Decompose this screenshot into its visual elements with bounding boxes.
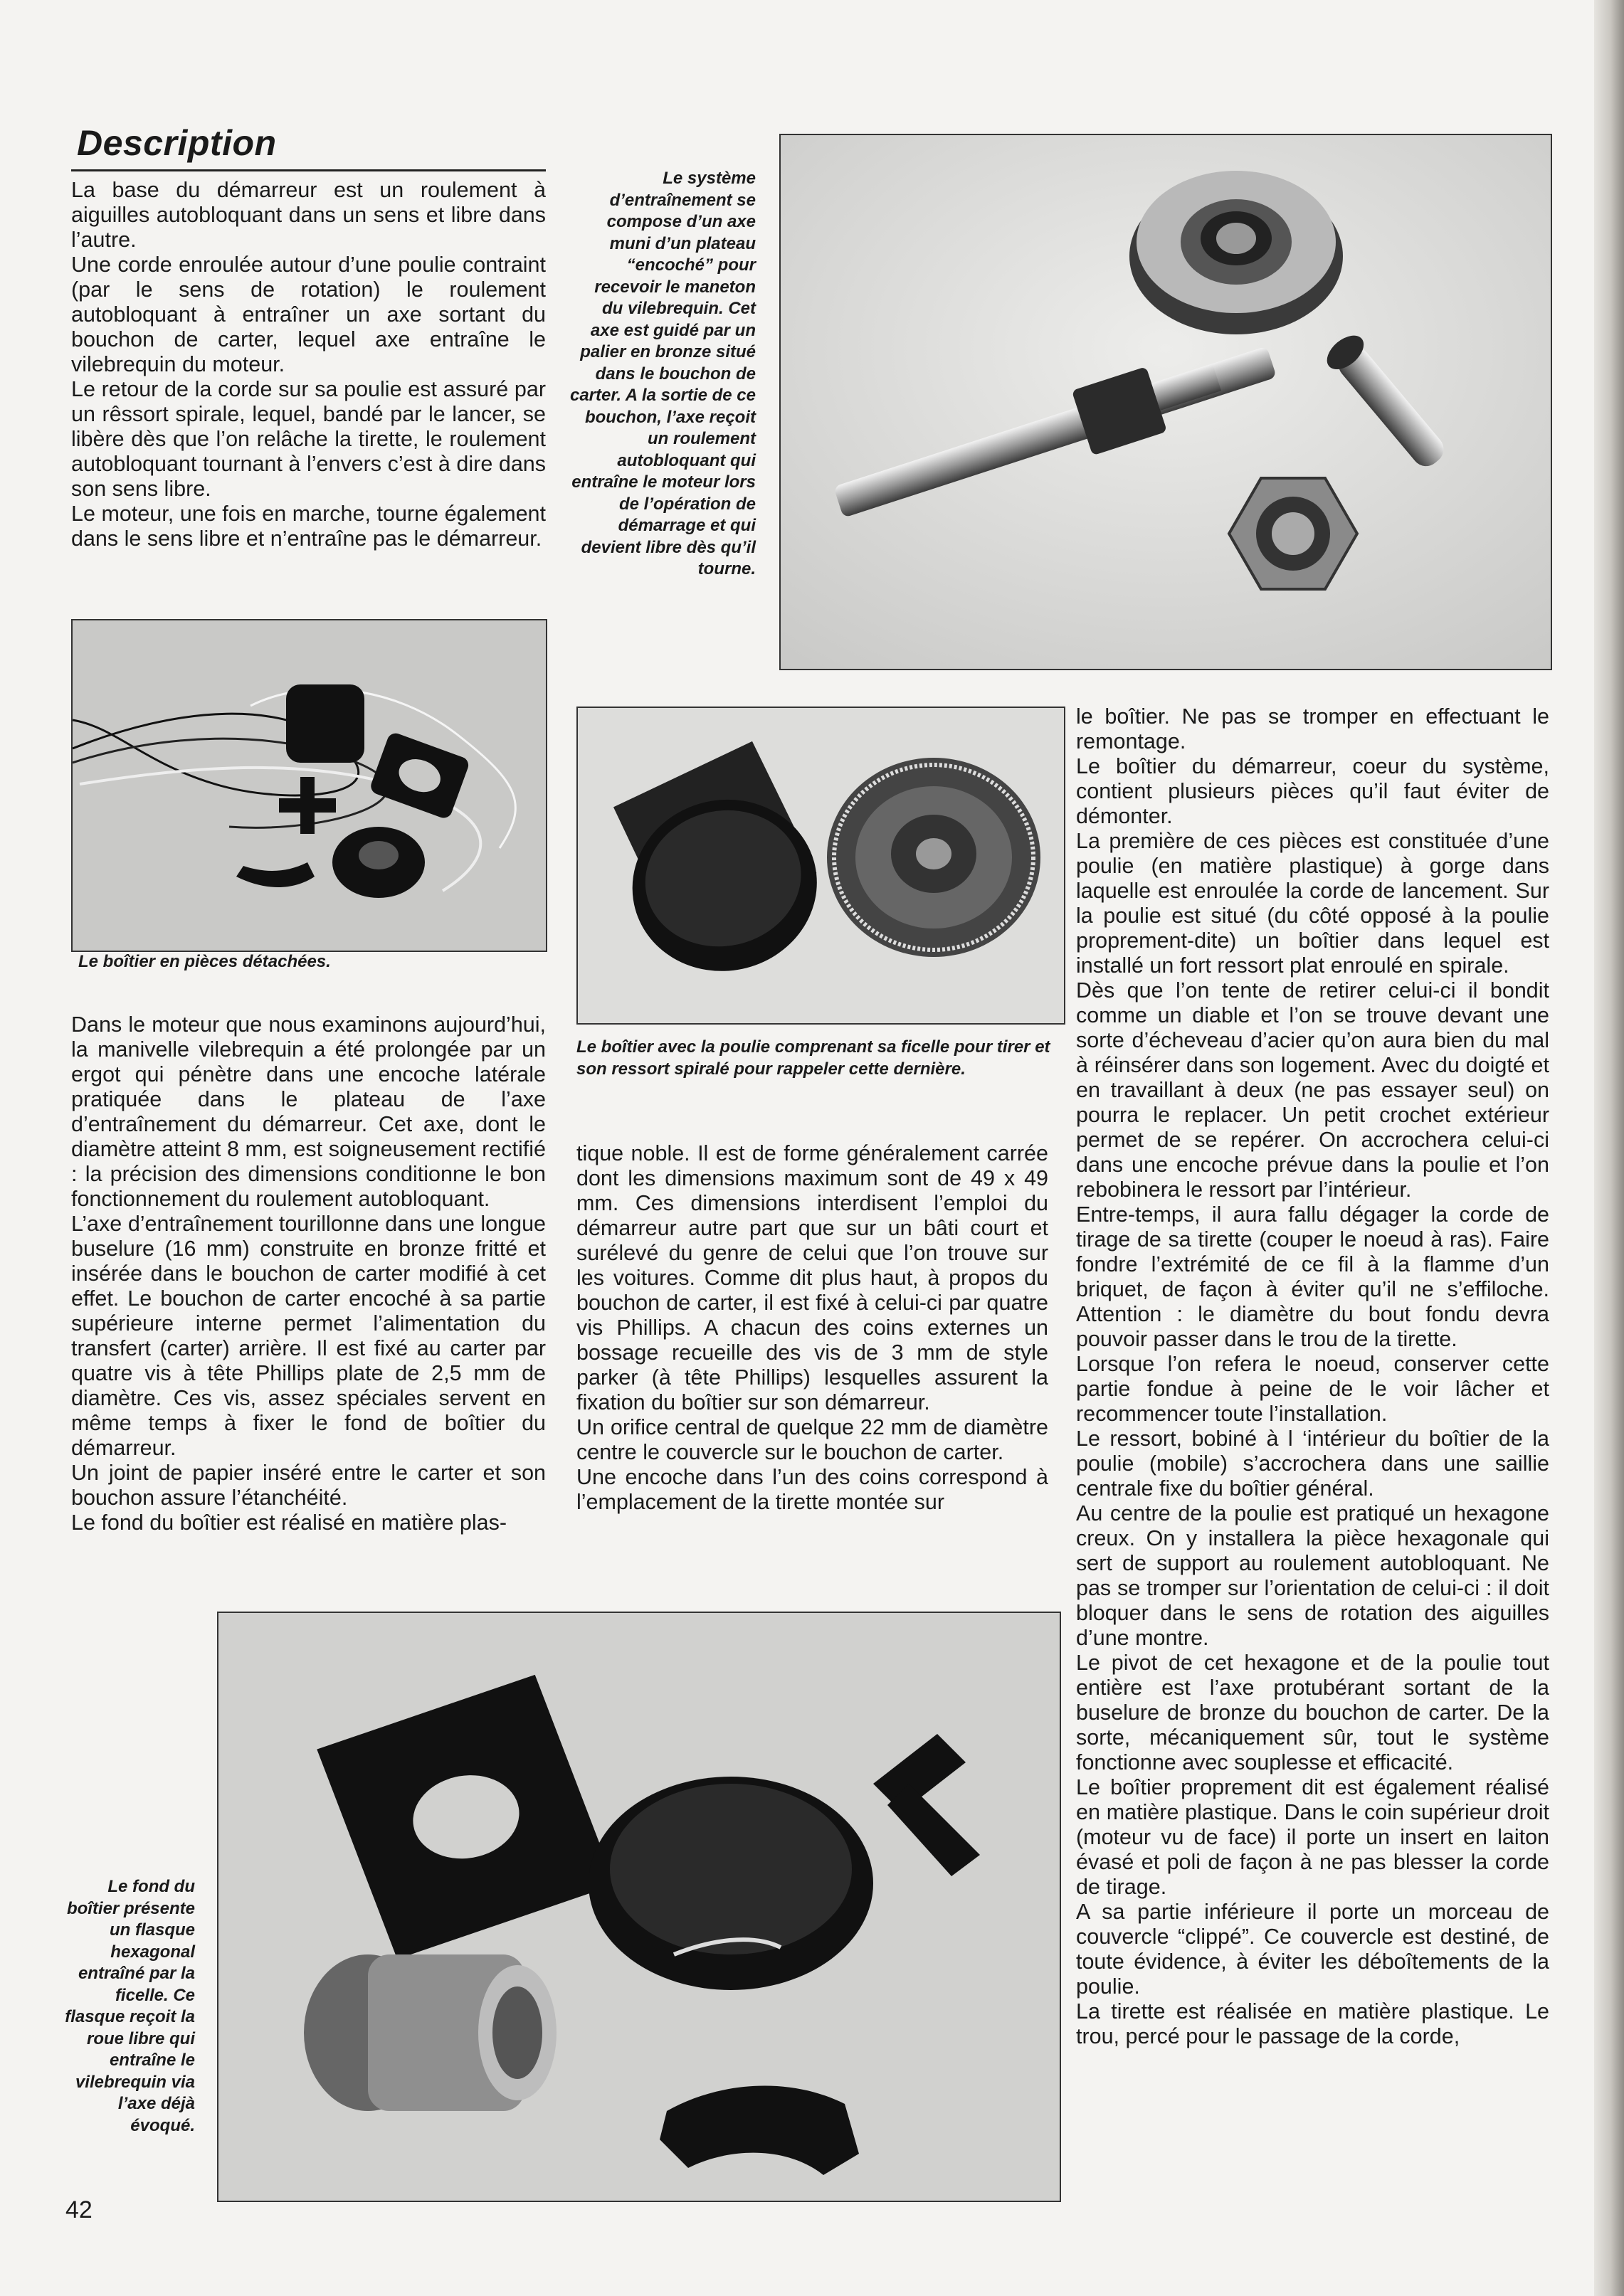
page-edge — [1594, 0, 1624, 2296]
body-paragraph: Le boîtier du démarreur, coeur du système, contient plusieurs pièces qu’il faut éviter de démonter. — [1076, 754, 1549, 828]
body-paragraph: Un orifice central de quelque 22 mm de diamètre centre le couvercle sur le bouchon de carter. — [576, 1415, 1048, 1464]
section-heading: Description — [77, 123, 277, 163]
page-number: 42 — [65, 2196, 93, 2223]
left-column-text — [71, 1012, 546, 1535]
parts-photo — [71, 619, 547, 952]
body-paragraph: Le fond du boîtier est réalisé en matière plas- — [71, 1511, 507, 1535]
body-paragraph: tique noble. Il est de forme généralement carrée dont les dimensions maximum sont de 49 x 49 mm. Ces dimensions interdisent l’emploi du démarreur autre part que sur un bâti court et surélevé du genre de celui que l’on trouve sur les voitures. Comme dit plus haut, à propos du bouchon de carter, il est fixé à celui-ci par quatre vis Phillips. A chacun des coins externes un bossage recueille des vis de 3 mm de style parker (à tête Phillips) lesquelles assurent la fixation du boîtier sur son démarreur. — [576, 1141, 1048, 1414]
pulley-illustration — [578, 708, 1064, 1023]
intro-paragraph: Le moteur, une fois en marche, tourne également dans le sens libre et n’entraîne pas le démarreur. — [71, 502, 546, 551]
body-paragraph: L’axe d’entraînement tourillonne dans une longue buselure (16 mm) construite en bronze fritté et insérée dans le bouchon de carter modifié à cet effet. Le bouchon de carter encoché à sa partie supérieure interne permet l’alimentation du transfert (carter) arrière. Il est fixé au carter par quatre vis à tête Phillips plate de 2,5 mm de diamètre. Ces vis, assez spéciales servent en même temps à fixer le fond de boîtier du démarreur. — [71, 1212, 546, 1460]
intro-paragraph: Le retour de la corde sur sa poulie est assuré par un rêssort spirale, lequel, bandé par le lancer, se libère dès que l’on relâche la tirette, le roulement autobloquant tournant à l’envers c’est à dire dans son sens libre. — [71, 377, 546, 501]
body-paragraph: le boîtier. Ne pas se tromper en effectuant le remontage. — [1076, 704, 1549, 753]
intro-text — [71, 178, 546, 551]
body-paragraph: Au centre de la poulie est pratiqué un hexagone creux. On y installera la pièce hexagonale qui sert de support au roulement autobloquant. Ne pas se tromper sur l’orientation de celui-ci : il doit bloquer dans le sens de rotation des aiguilles d’une montre. — [1076, 1501, 1549, 1650]
body-paragraph: Le ressort, bobiné à l ‘intérieur du boîtier de la poulie (mobile) s’accrochera dans une saillie centrale fixe du boîtier général. — [1076, 1427, 1549, 1501]
body-paragraph: Le pivot de cet hexagone et de la poulie tout entière est l’axe protubérant sortant de la buselure de bronze du bouchon de carter. De la sorte, mécaniquement sûr, tout le système fonctionne avec souplesse et efficacité. — [1076, 1651, 1549, 1774]
parts-illustration — [73, 620, 546, 951]
body-paragraph: Le boîtier proprement dit est également réalisé en matière plastique. Dans le coin supérieur droit (moteur vu de face) il porte un insert en laiton évasé et poli de façon à ne pas blesser la corde de tirage. — [1076, 1775, 1549, 1899]
housing-illustration — [218, 1613, 1060, 2201]
body-paragraph: Lorsque l’on refera le noeud, conserver cette partie fondue à peine de le voir lâcher et recommencer toute l’installation. — [1076, 1352, 1549, 1426]
pulley-photo-caption: Le boîtier avec la poulie comprenant sa ficelle pour tirer et son ressort spiralé pour rappeler cette dernière. — [576, 1037, 1050, 1079]
intro-paragraph: La base du démarreur est un roulement à aiguilles autobloquant dans un sens et libre dans l’autre. — [71, 178, 546, 252]
drive-system-photo — [779, 134, 1552, 670]
housing-photo — [217, 1612, 1061, 2202]
body-paragraph: Une encoche dans l’un des coins correspond à l’emplacement de la tirette montée sur — [576, 1465, 1048, 1514]
body-paragraph: Dans le moteur que nous examinons aujourd’hui, la manivelle vilebrequin a été prolongée par un ergot qui pénètre dans une encoche latérale pratiquée dans le plateau de l’axe d’entraînement du démarreur. Cet axe, dont le diamètre atteint 8 mm, est soigneusement rectifié : la précision des dimensions conditionne le bon fonctionnement du roulement autobloquant. — [71, 1012, 546, 1211]
heading-rule — [71, 169, 546, 171]
body-paragraph: A sa partie inférieure il porte un morceau de couvercle “clippé”. Ce couvercle est destiné, de toute évidence, à éviter les déboîtements de la poulie. — [1076, 1900, 1549, 1999]
middle-column-text — [576, 1141, 1048, 1515]
body-paragraph: La première de ces pièces est constituée d’une poulie (en matière plastique) à gorge dans laquelle est enroulée la corde de lancement. Sur la poulie est situé (du côté opposé à la poulie proprement-dite) un boîtier dans lequel est installé un fort ressort plat enroulé en spirale. — [1076, 829, 1549, 978]
pulley-photo — [576, 707, 1065, 1025]
body-paragraph: La tirette est réalisée en matière plastique. Le trou, percé pour le passage de la corde, — [1076, 1999, 1549, 2048]
body-paragraph: Un joint de papier inséré entre le carter et son bouchon assure l’étanchéité. — [71, 1461, 546, 1510]
body-paragraph: Entre-temps, il aura fallu dégager la corde de tirage de sa tirette (couper le noeud à ras). Faire fondre l’extrémité de ce fil à la flamme d’un briquet, de façon à éviter qu’il ne s’effiloche. Attention : le diamètre du bout fondu devra pouvoir passer dans le trou de la tirette. — [1076, 1202, 1549, 1351]
system-photo-caption: Le système d’entraînement se compose d’un axe muni d’un plateau “encoché” pour recevoir le maneton du vilebrequin. Cet axe est guidé par un palier en bronze situé dans le bouchon de carter. A la sortie de ce bouchon, l’axe reçoit un roulement autobloquant qui entraîne le moteur lors de l’opération de démarrage et qui devient libre dès qu’il tourne. — [569, 169, 756, 578]
drive-system-illustration — [781, 135, 1551, 669]
intro-paragraph: Une corde enroulée autour d’une poulie contraint (par le sens de rotation) le roulement autobloquant à entraîner un axe sortant du bouchon de carter, lequel axe entraîne le vilebrequin du moteur. — [71, 253, 546, 376]
housing-photo-caption: Le fond du boîtier présente un flasque hexagonal entraîné par la ficelle. Ce flasque reçoit la roue libre qui entraîne le vilebrequin via l’axe déjà évoqué. — [65, 1877, 195, 2135]
body-paragraph: Dès que l’on tente de retirer celui-ci il bondit comme un diable et l’on se trouve devant une sorte d’écheveau d’acier qu’on aura bien du mal à réinsérer dans son logement. Avec du doigté et en travaillant à deux (ne pas essayer seul) on pourra le replacer. Un petit crochet extérieur permet de se repérer. On accrochera celui-ci dans une encoche prévue dans la poulie et l’on rebobinera le ressort par l’intérieur. — [1076, 978, 1549, 1202]
parts-photo-caption: Le boîtier en pièces détachées. — [78, 952, 331, 971]
right-column-text — [1076, 704, 1549, 2049]
